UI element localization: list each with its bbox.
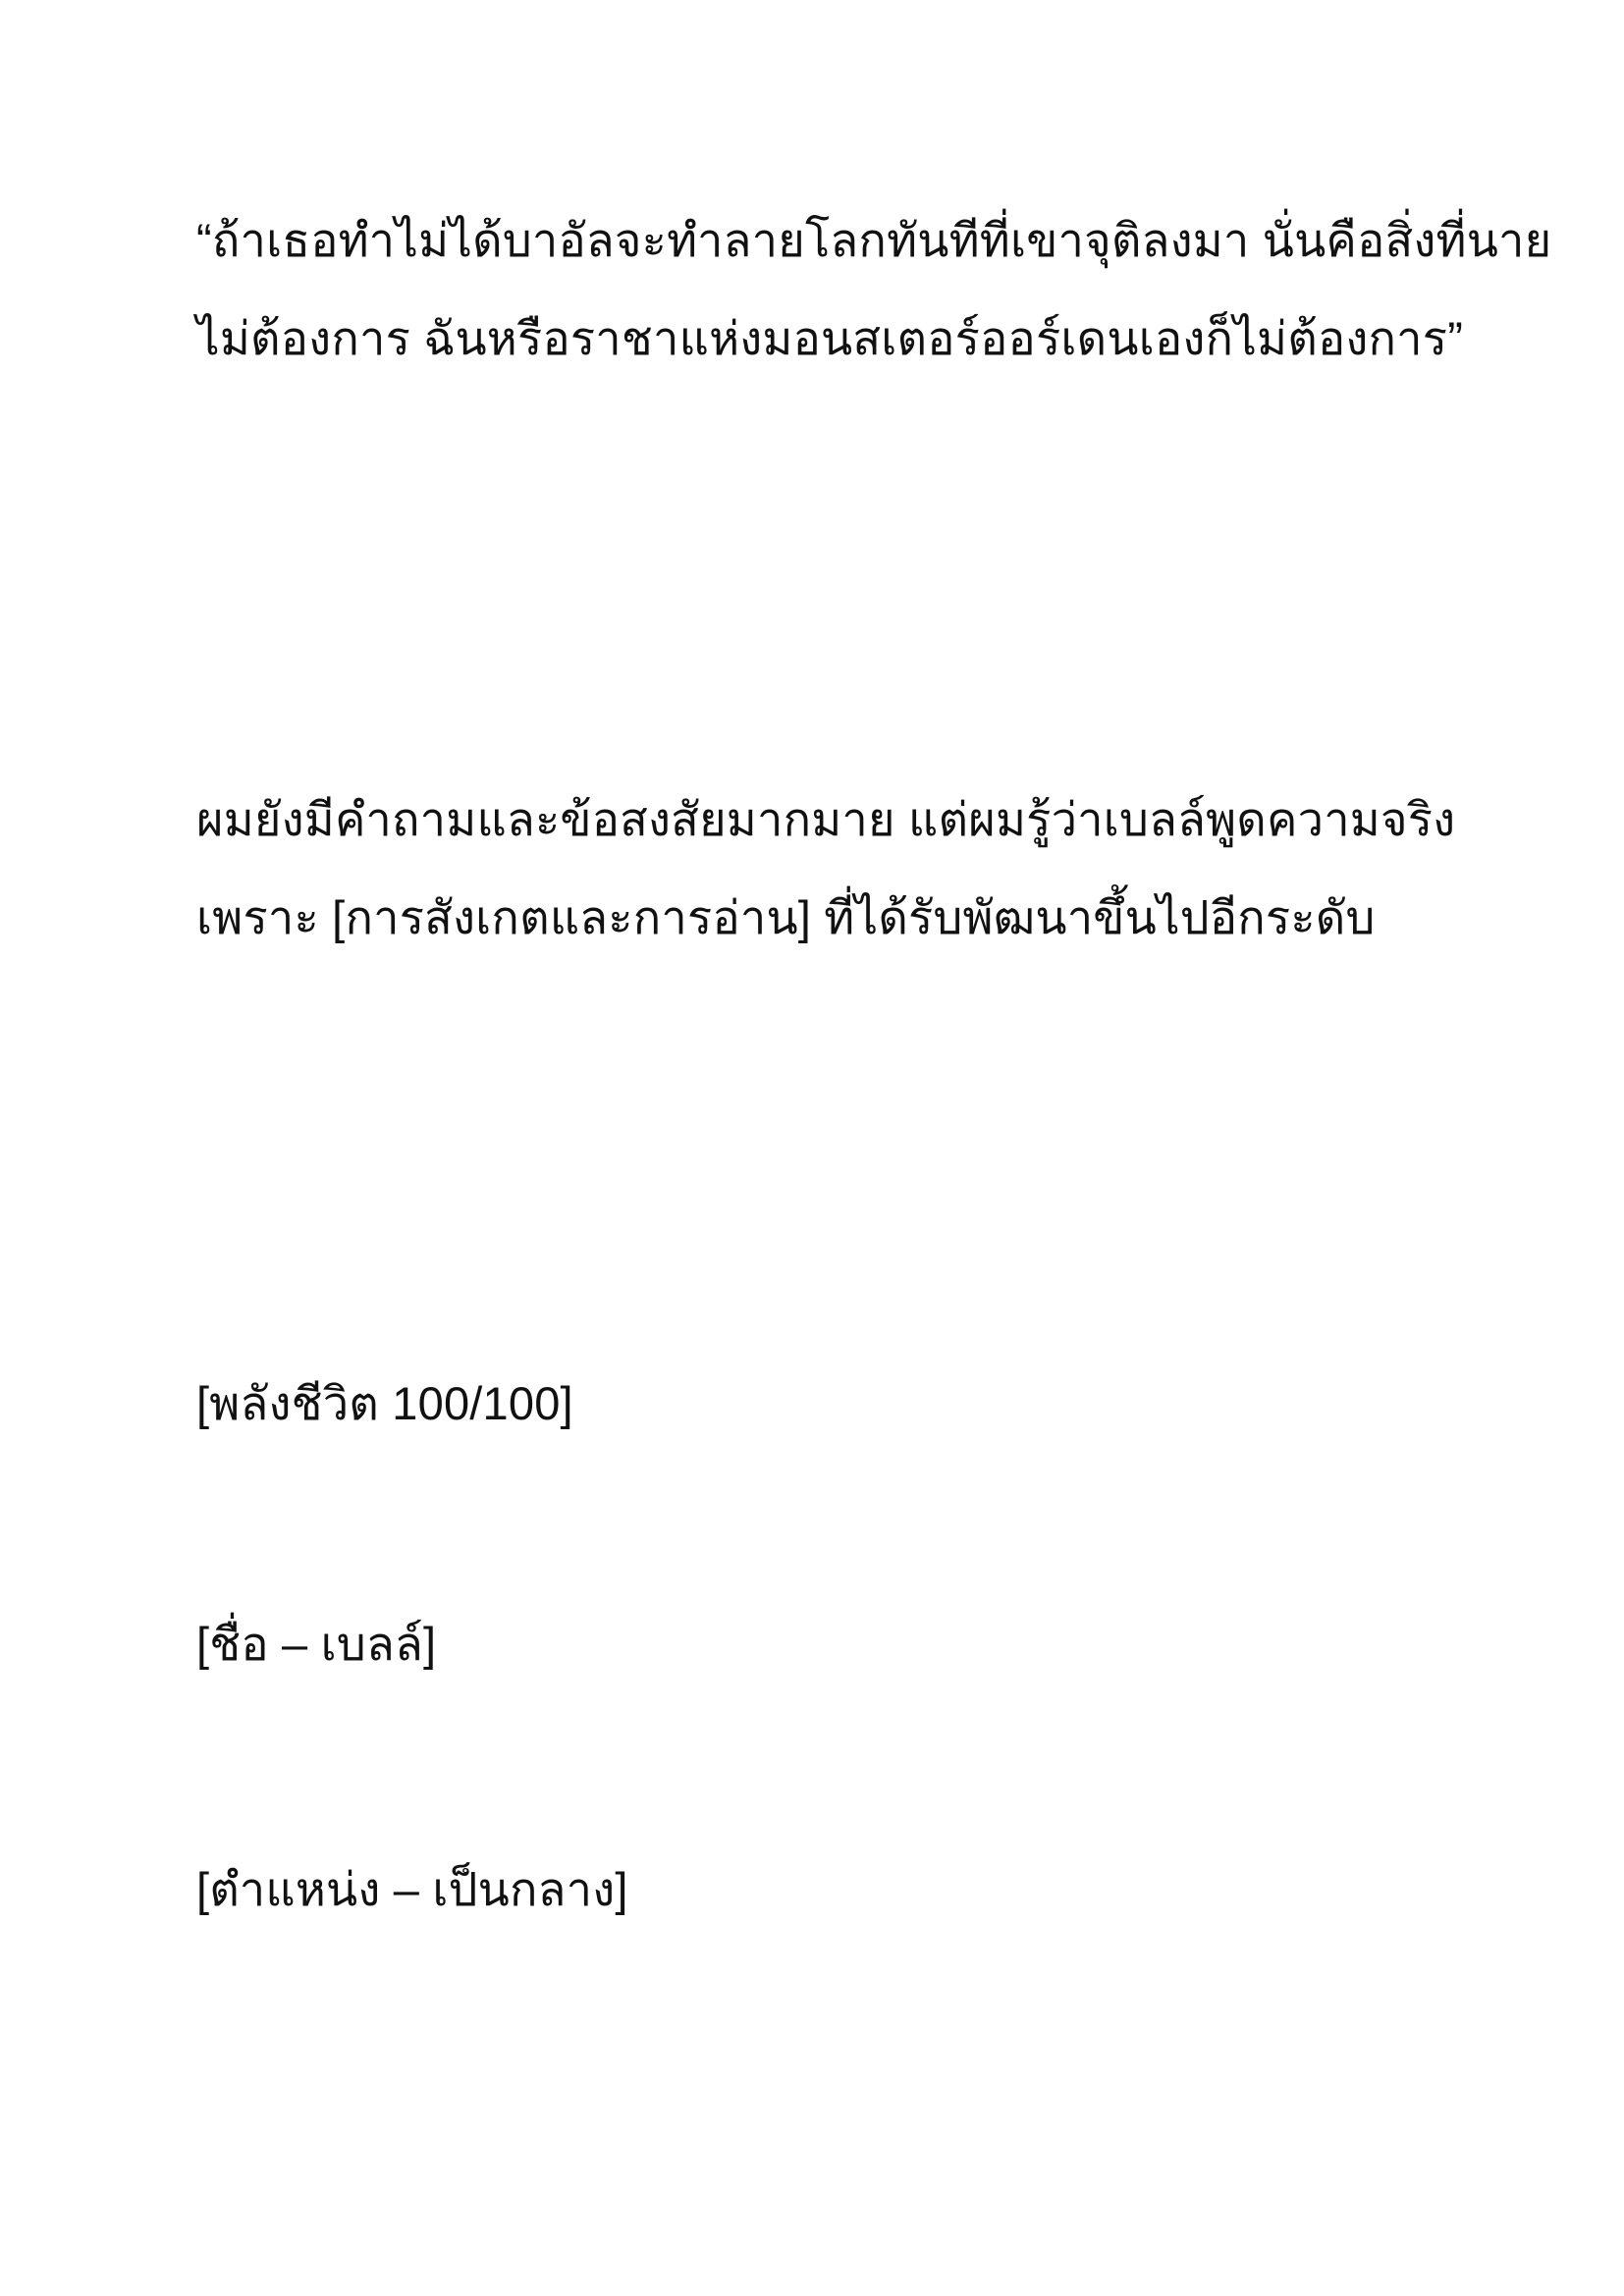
dialogue-line-1: “ถ้าเธอทำไม่ได้บาอัลจะทำลายโลกทันทีที่เขาจุติลงมา นั่นคือสิ่งที่นาย bbox=[196, 214, 1552, 266]
narration-line-2: เพราะ [การสังเกตและการอ่าน] ที่ได้รับพัฒนาขึ้นไปอีกระดับ bbox=[196, 891, 1376, 943]
status-hp: [พลังชีวิต 100/100] bbox=[196, 1377, 573, 1429]
status-position: [ตำแหน่ง – เป็นกลาง] bbox=[196, 1863, 628, 1915]
dialogue-line-2: ไม่ต้องการ ฉันหรือราชาแห่งมอนสเตอร์ออร์เดนเองก็ไม่ต้องการ” bbox=[196, 312, 1464, 364]
narration-line-1: ผมยังมีคำถามและข้อสงสัยมากมาย แต่ผมรู้ว่าเบลล์พูดความจริง bbox=[196, 793, 1456, 845]
status-name: [ชื่อ – เบลล์] bbox=[196, 1618, 437, 1670]
